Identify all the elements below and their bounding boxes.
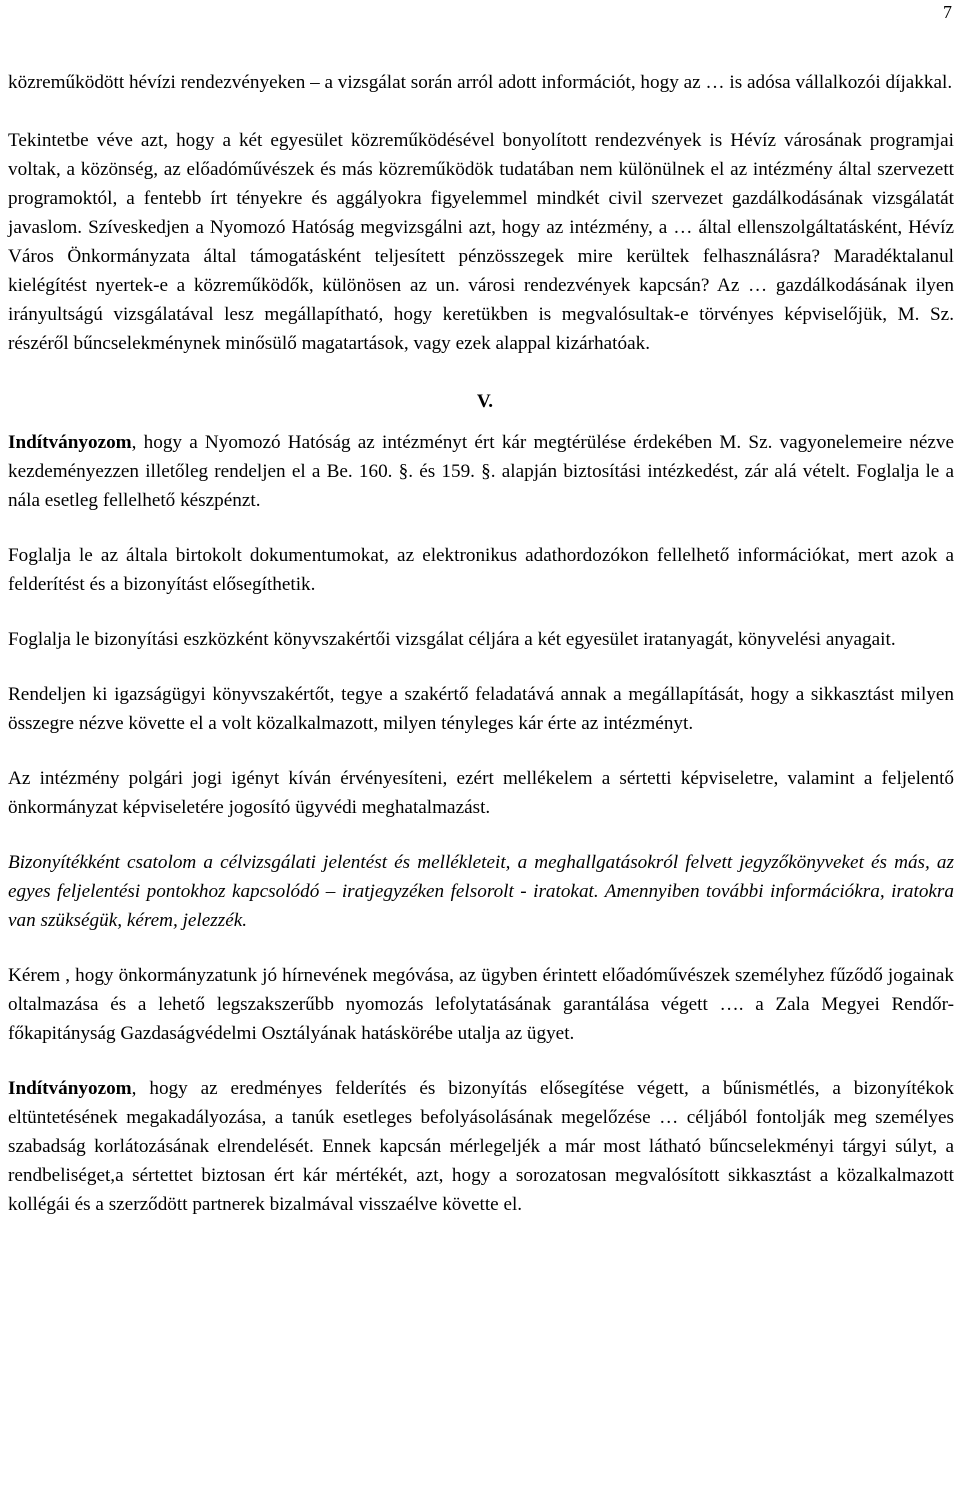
paragraph-civil-claim: Az intézmény polgári jogi igényt kíván érvényesíteni, ezért mellékelem a sértetti képviseletre, valamint a feljelentő önkormányzat képviseletére jogosító ügyvédi meghatalmazást. bbox=[8, 768, 954, 818]
paragraph-request-referral: Kérem , hogy önkormányzatunk jó hírnevének megóvása, az ügyben érintett előadóművészek személyhez fűződő jogainak oltalmazása és a lehető legszakszerűbb nyomozás lefolytatásának garantálása végett …. a Zala Megyei Rendőr-főkapitányság Gazdaságvédelmi Osztályának hatáskörébe utalja az ügyet. bbox=[8, 965, 954, 1044]
paragraph-motion-seizure bbox=[8, 428, 954, 515]
motion-keyword: Indítványozom bbox=[8, 432, 132, 453]
motion-keyword: Indítványozom bbox=[8, 1078, 132, 1099]
paragraph-seize-documents: Foglalja le az általa birtokolt dokumentumokat, az elektronikus adathordozókon fellelhető információkat, mert azok a felderítést és a bizonyítást elősegíthetik. bbox=[8, 545, 954, 595]
paragraph-proposal-audit: Tekintetbe véve azt, hogy a két egyesület közreműködésével bonyolított rendezvények is Hévíz városának programjai voltak, a közönség, az előadóművészek és más közreműködök tudatában nem különülnek el az intézmény által szervezett programoktól, a fentebb írt tényekre és aggályokra figyelemmel mindkét civil szervezet gazdálkodásának vizsgálatát javaslom. Szíveskedjen a Nyomozó Hatóság megvizsgálni azt, hogy az intézmény, a … által ellenszolgáltatásként, Hévíz Város Önkormányzata által támogatásként teljesített pénzösszegek mire kerültek felhasználásra? Maradéktalanul kielégítést nyertek-e a közreműködők, különösen az un. városi rendezvények kapcsán? Az … gazdálkodásának ilyen irányultságú vizsgálatával lesz megállapítható, hogy keretükben is megvalósultak-e törvényes képviselőjük, M. Sz. részéről bűncselekménynek minősülő magatartások, vagy ezek alappal kizárhatóak. bbox=[8, 130, 954, 354]
paragraph-appoint-expert: Rendeljen ki igazságügyi könyvszakértőt, tegye a szakértő feladatává annak a megállapítását, hogy a sikkasztást milyen összegre nézve követte el a volt közalkalmazott, milyen tényleges kár érte az intézményt. bbox=[8, 684, 954, 734]
paragraph-attachments: Bizonyítékként csatolom a célvizsgálati jelentést és mellékleteit, a meghallgatásokról felvett jegyzőkönyveket és más, az egyes feljelentési pontokhoz kapcsolódó – iratjegyzéken felsorolt - iratokat. Amennyiben további információkra, iratokra van szükségük, kérem, jelezzék. bbox=[8, 852, 954, 931]
paragraph-motion-custody bbox=[8, 1074, 954, 1219]
document-body bbox=[8, 68, 954, 1219]
motion-text: , hogy a Nyomozó Hatóság az intézményt ért kár megtérülése érdekében M. Sz. vagyonelemeire nézve kezdeményezzen illetőleg rendeljen el a Be. 160. §. és 159. §. alapján biztosítási intézkedést, zár alá vételt. Foglalja le a nála esetleg fellelhető készpénzt. bbox=[8, 432, 954, 511]
section-heading: V. bbox=[476, 391, 494, 412]
paragraph-seize-evidence: Foglalja le bizonyítási eszközként könyvszakértői vizsgálat céljára a két egyesület iratanyagát, könyvelési anyagait. bbox=[8, 629, 896, 650]
paragraph-continuation: közreműködött hévízi rendezvényeken – a vizsgálat során arról adott információt, hogy az … is adósa vállalkozói díjakkal. bbox=[8, 72, 953, 93]
motion-text: , hogy az eredményes felderítés és bizonyítás elősegítése végett, a bűnismétlés, a bizonyítékok eltüntetésének megakadályozása, a tanúk esetleges befolyásolásának megelőzése … céljából fontolják meg személyes szabadság korlátozásának elrendelését. Ennek kapcsán mérlegeljék a már most látható bűncselekményi tárgyi súlyt, a rendbeliséget,a sértettet biztosan ért kár mértékét, azt, hogy a sorozatosan megvalósított sikkasztást a közalkalmazott kollégái és a szerződött partnerek bizalmával visszaélve követte el. bbox=[8, 1078, 954, 1215]
page-number: 7 bbox=[943, 2, 952, 22]
